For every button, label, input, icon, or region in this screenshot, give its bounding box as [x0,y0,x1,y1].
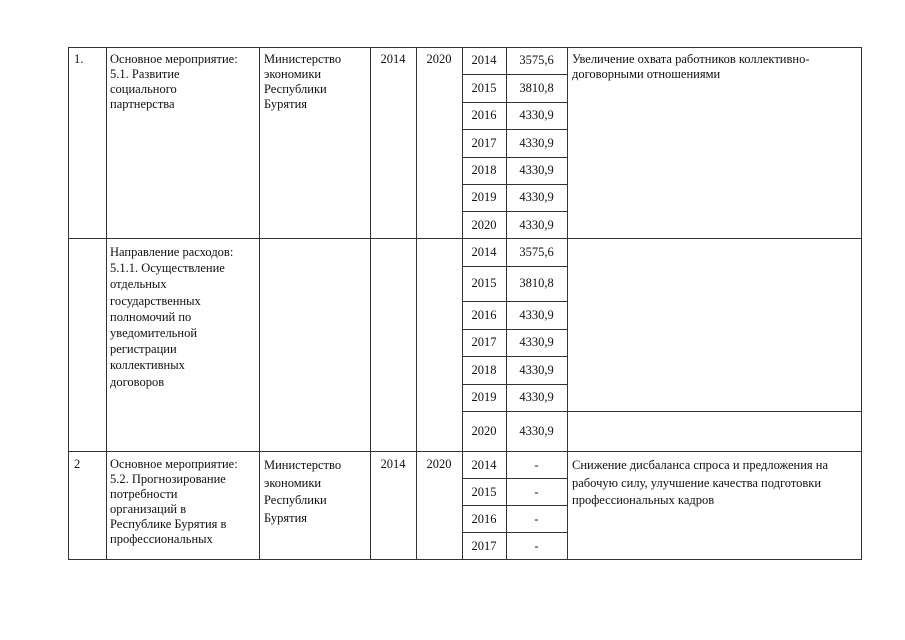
value-cell: 4330,9 [519,363,554,377]
year-cell: 2018 [471,163,497,177]
start-year: 2014 [380,457,406,471]
row-separator [68,238,862,239]
year-cell: 2015 [471,485,497,499]
year-row-separator [462,505,567,506]
table-bottom-border [68,559,862,560]
expected-result: Снижение дисбаланса спроса и предложения на рабочую силу, улучшение качества подготовки профессиональных кадров [572,458,829,507]
year-row-separator [462,74,567,75]
year-cell: 2015 [471,81,497,95]
value-cell: 3810,8 [519,81,554,95]
value-cell: 3575,6 [519,53,554,67]
year-cell: 2014 [471,245,497,259]
year-cell: 2017 [471,335,497,349]
year-cell: 2018 [471,363,497,377]
column-separator [106,47,107,560]
column-separator [370,47,371,560]
year-cell: 2019 [471,190,497,204]
value-cell: - [534,512,539,526]
year-cell: 2017 [471,136,497,150]
year-row-separator [462,356,567,357]
year-row-separator [462,157,567,158]
result-cell-separator [567,411,862,412]
column-separator [506,47,507,560]
column-separator [567,47,568,560]
value-cell: 3575,6 [519,245,554,259]
year-cell: 2019 [471,390,497,404]
activity-name: Основное мероприятие: 5.1. Развитие социального партнерства [110,52,238,111]
row-number: 2 [74,457,81,471]
year-cell: 2016 [471,108,497,122]
column-separator [861,47,862,560]
value-cell: - [534,458,539,472]
value-cell: 4330,9 [519,218,554,232]
value-cell: 3810,8 [519,276,554,290]
end-year: 2020 [426,457,452,471]
year-row-separator [462,384,567,385]
year-row-separator [462,266,567,267]
value-cell: 4330,9 [519,163,554,177]
year-row-separator [462,102,567,103]
year-row-separator [462,411,567,412]
executor: Министерство экономики Республики Бурятия [264,458,342,525]
year-cell: 2020 [471,424,497,438]
value-cell: 4330,9 [519,335,554,349]
year-cell: 2020 [471,218,497,232]
year-cell: 2014 [471,53,497,67]
year-cell: 2015 [471,276,497,290]
value-cell: 4330,9 [519,108,554,122]
end-year: 2020 [426,52,452,66]
executor: Министерство экономики Республики Бурятия [264,52,342,111]
table-top-border [68,47,862,48]
value-cell: 4330,9 [519,390,554,404]
value-cell: - [534,485,539,499]
year-row-separator [462,329,567,330]
value-cell: 4330,9 [519,424,554,438]
year-row-separator [462,301,567,302]
row-separator [68,451,862,452]
value-cell: 4330,9 [519,190,554,204]
column-separator [259,47,260,560]
year-cell: 2014 [471,458,497,472]
value-cell: 4330,9 [519,136,554,150]
year-cell: 2016 [471,512,497,526]
year-cell: 2016 [471,308,497,322]
year-row-separator [462,184,567,185]
activity-name: Направление расходов: 5.1.1. Осуществление отдельных государственных полномочий по уведомительной регистрации коллективных договоров [110,245,234,389]
row-number: 1. [74,52,84,66]
column-separator [68,47,69,560]
year-row-separator [462,478,567,479]
activity-name: Основное мероприятие: 5.2. Прогнозирование потребности организаций в Республике Бурятия в профессиональных [110,457,238,546]
column-separator [416,47,417,560]
year-row-separator [462,211,567,212]
value-cell: - [534,539,539,553]
year-row-separator [462,129,567,130]
column-separator [462,47,463,560]
value-cell: 4330,9 [519,308,554,322]
expected-result: Увеличение охвата работников коллективно- договорными отношениями [572,52,810,81]
year-row-separator [462,532,567,533]
start-year: 2014 [380,52,406,66]
year-cell: 2017 [471,539,497,553]
